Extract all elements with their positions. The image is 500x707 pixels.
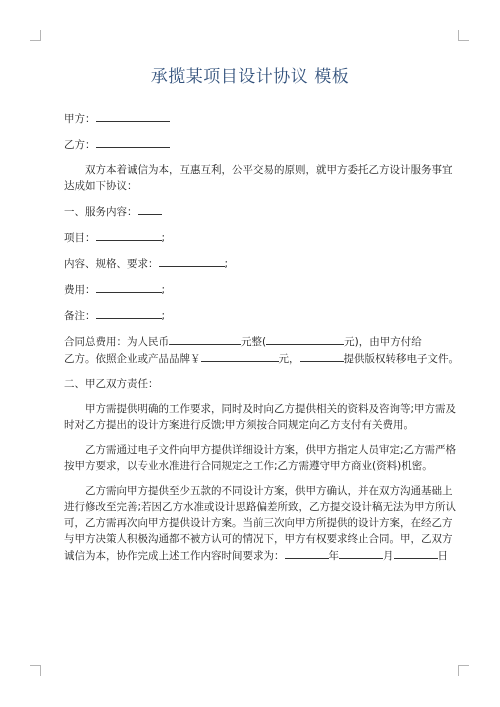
- document-title: 承揽某项目设计协议 模板: [150, 67, 350, 87]
- party-b-line: [64, 136, 440, 153]
- day-blank: [394, 547, 438, 559]
- party-a-blank: [96, 110, 170, 122]
- day-label: 日: [437, 550, 448, 562]
- document-body: [64, 110, 459, 573]
- item-note-line: [64, 307, 440, 324]
- semicolon: ;: [224, 258, 229, 270]
- total-fee-paragraph: [64, 333, 459, 367]
- item-project-label: 项目：: [64, 232, 96, 244]
- item-spec-label: 内容、规格、要求：: [64, 258, 159, 270]
- time-requirement-text: 诚信为本，协作完成上述工作内容时间要求为：: [64, 550, 285, 562]
- total-line-1: [64, 333, 440, 350]
- total-line-2: [64, 350, 459, 367]
- duty1-line-2: 时对乙方提出的设计方案进行反馈;甲方须按合同规定向乙方支付有关费用。: [64, 419, 415, 431]
- party-b-blank: [96, 136, 170, 148]
- brand-amount-blank: [201, 350, 279, 362]
- crop-mark-bottom-left: [30, 665, 41, 676]
- crop-mark-bottom-right: [458, 665, 469, 676]
- duty2-line-2: 按甲方要求，以专业水准进行合同规定之工作;乙方需遵守甲方商业(资料)机密。: [64, 460, 433, 472]
- duty-paragraph-2: [64, 442, 457, 474]
- duty2-line-1: 乙方需通过电子文件向甲方提供详细设计方案，供甲方指定人员审定;乙方需严格: [85, 444, 457, 456]
- semicolon: ;: [161, 284, 166, 296]
- duty3-line-1: 乙方需向甲方提供至少五款的不同设计方案，供甲方确认，并在双方沟通基础上: [85, 485, 453, 497]
- duty3-line-3: 可，乙方需再次向甲方提供设计方案。当前三次向甲方所提供的设计方案，在经乙方: [64, 517, 453, 529]
- duty1-line-1: 甲方需提供明确的工作要求，同时及时向乙方提供相关的资料及咨询等;甲方需及: [85, 403, 457, 415]
- item-note-label: 备注：: [64, 310, 96, 322]
- duty-paragraph-1: [64, 401, 457, 433]
- crop-mark-top-left: [30, 30, 41, 41]
- semicolon: ;: [161, 232, 166, 244]
- total-text: 合同总费用：为人民币: [64, 336, 169, 348]
- total-text: 元，: [278, 353, 300, 365]
- year-label: 年: [328, 550, 339, 562]
- semicolon: ;: [161, 310, 166, 322]
- item-spec-blank: [159, 255, 225, 267]
- duty-paragraph-3: [64, 483, 457, 564]
- total-text: 提供版权转移电子文件。: [343, 353, 459, 365]
- duty3-line-2: 进行修改至完善;若因乙方水准或设计思路偏差所致，乙方提交设计稿无法为甲方所认: [64, 501, 457, 513]
- total-text: 元)，由甲方付给: [344, 336, 422, 348]
- item-project-line: [64, 229, 440, 246]
- intro-line-2: 达成如下协议：: [64, 180, 138, 192]
- year-blank: [285, 547, 329, 559]
- item-spec-line: [64, 255, 440, 272]
- duty3-line-4: 与甲方决策人积极沟通都不被方认可的情况下，甲方有权要求终止合同。甲，乙双方: [64, 533, 453, 545]
- duty3-line-5: [64, 547, 448, 564]
- intro-line-1: 双方本着诚信为本，互惠互利，公平交易的原则，就甲方委托乙方设计服务事宜: [85, 164, 453, 176]
- item-fee-blank: [96, 281, 162, 293]
- section1-heading-text: 一、服务内容：: [64, 206, 138, 218]
- total-text: 元整(: [241, 336, 267, 348]
- party-a-line: [64, 110, 440, 127]
- total-amount-caps-blank: [266, 333, 344, 345]
- crop-mark-top-right: [458, 30, 469, 41]
- copyright-blank: [300, 350, 344, 362]
- month-blank: [339, 547, 383, 559]
- party-a-label: 甲方：: [64, 113, 96, 125]
- total-amount-blank: [169, 333, 241, 345]
- item-note-blank: [96, 307, 162, 319]
- item-project-blank: [96, 229, 162, 241]
- total-text: 乙方。依照企业或产品品牌￥: [64, 353, 201, 365]
- item-fee-line: [64, 281, 440, 298]
- section2-heading: 二、甲乙双方责任：: [64, 378, 159, 390]
- section1-heading: [64, 203, 440, 220]
- item-fee-label: 费用：: [64, 284, 96, 296]
- month-label: 月: [383, 550, 394, 562]
- service-content-blank: [138, 203, 162, 215]
- intro-paragraph: [64, 162, 453, 194]
- party-b-label: 乙方：: [64, 139, 96, 151]
